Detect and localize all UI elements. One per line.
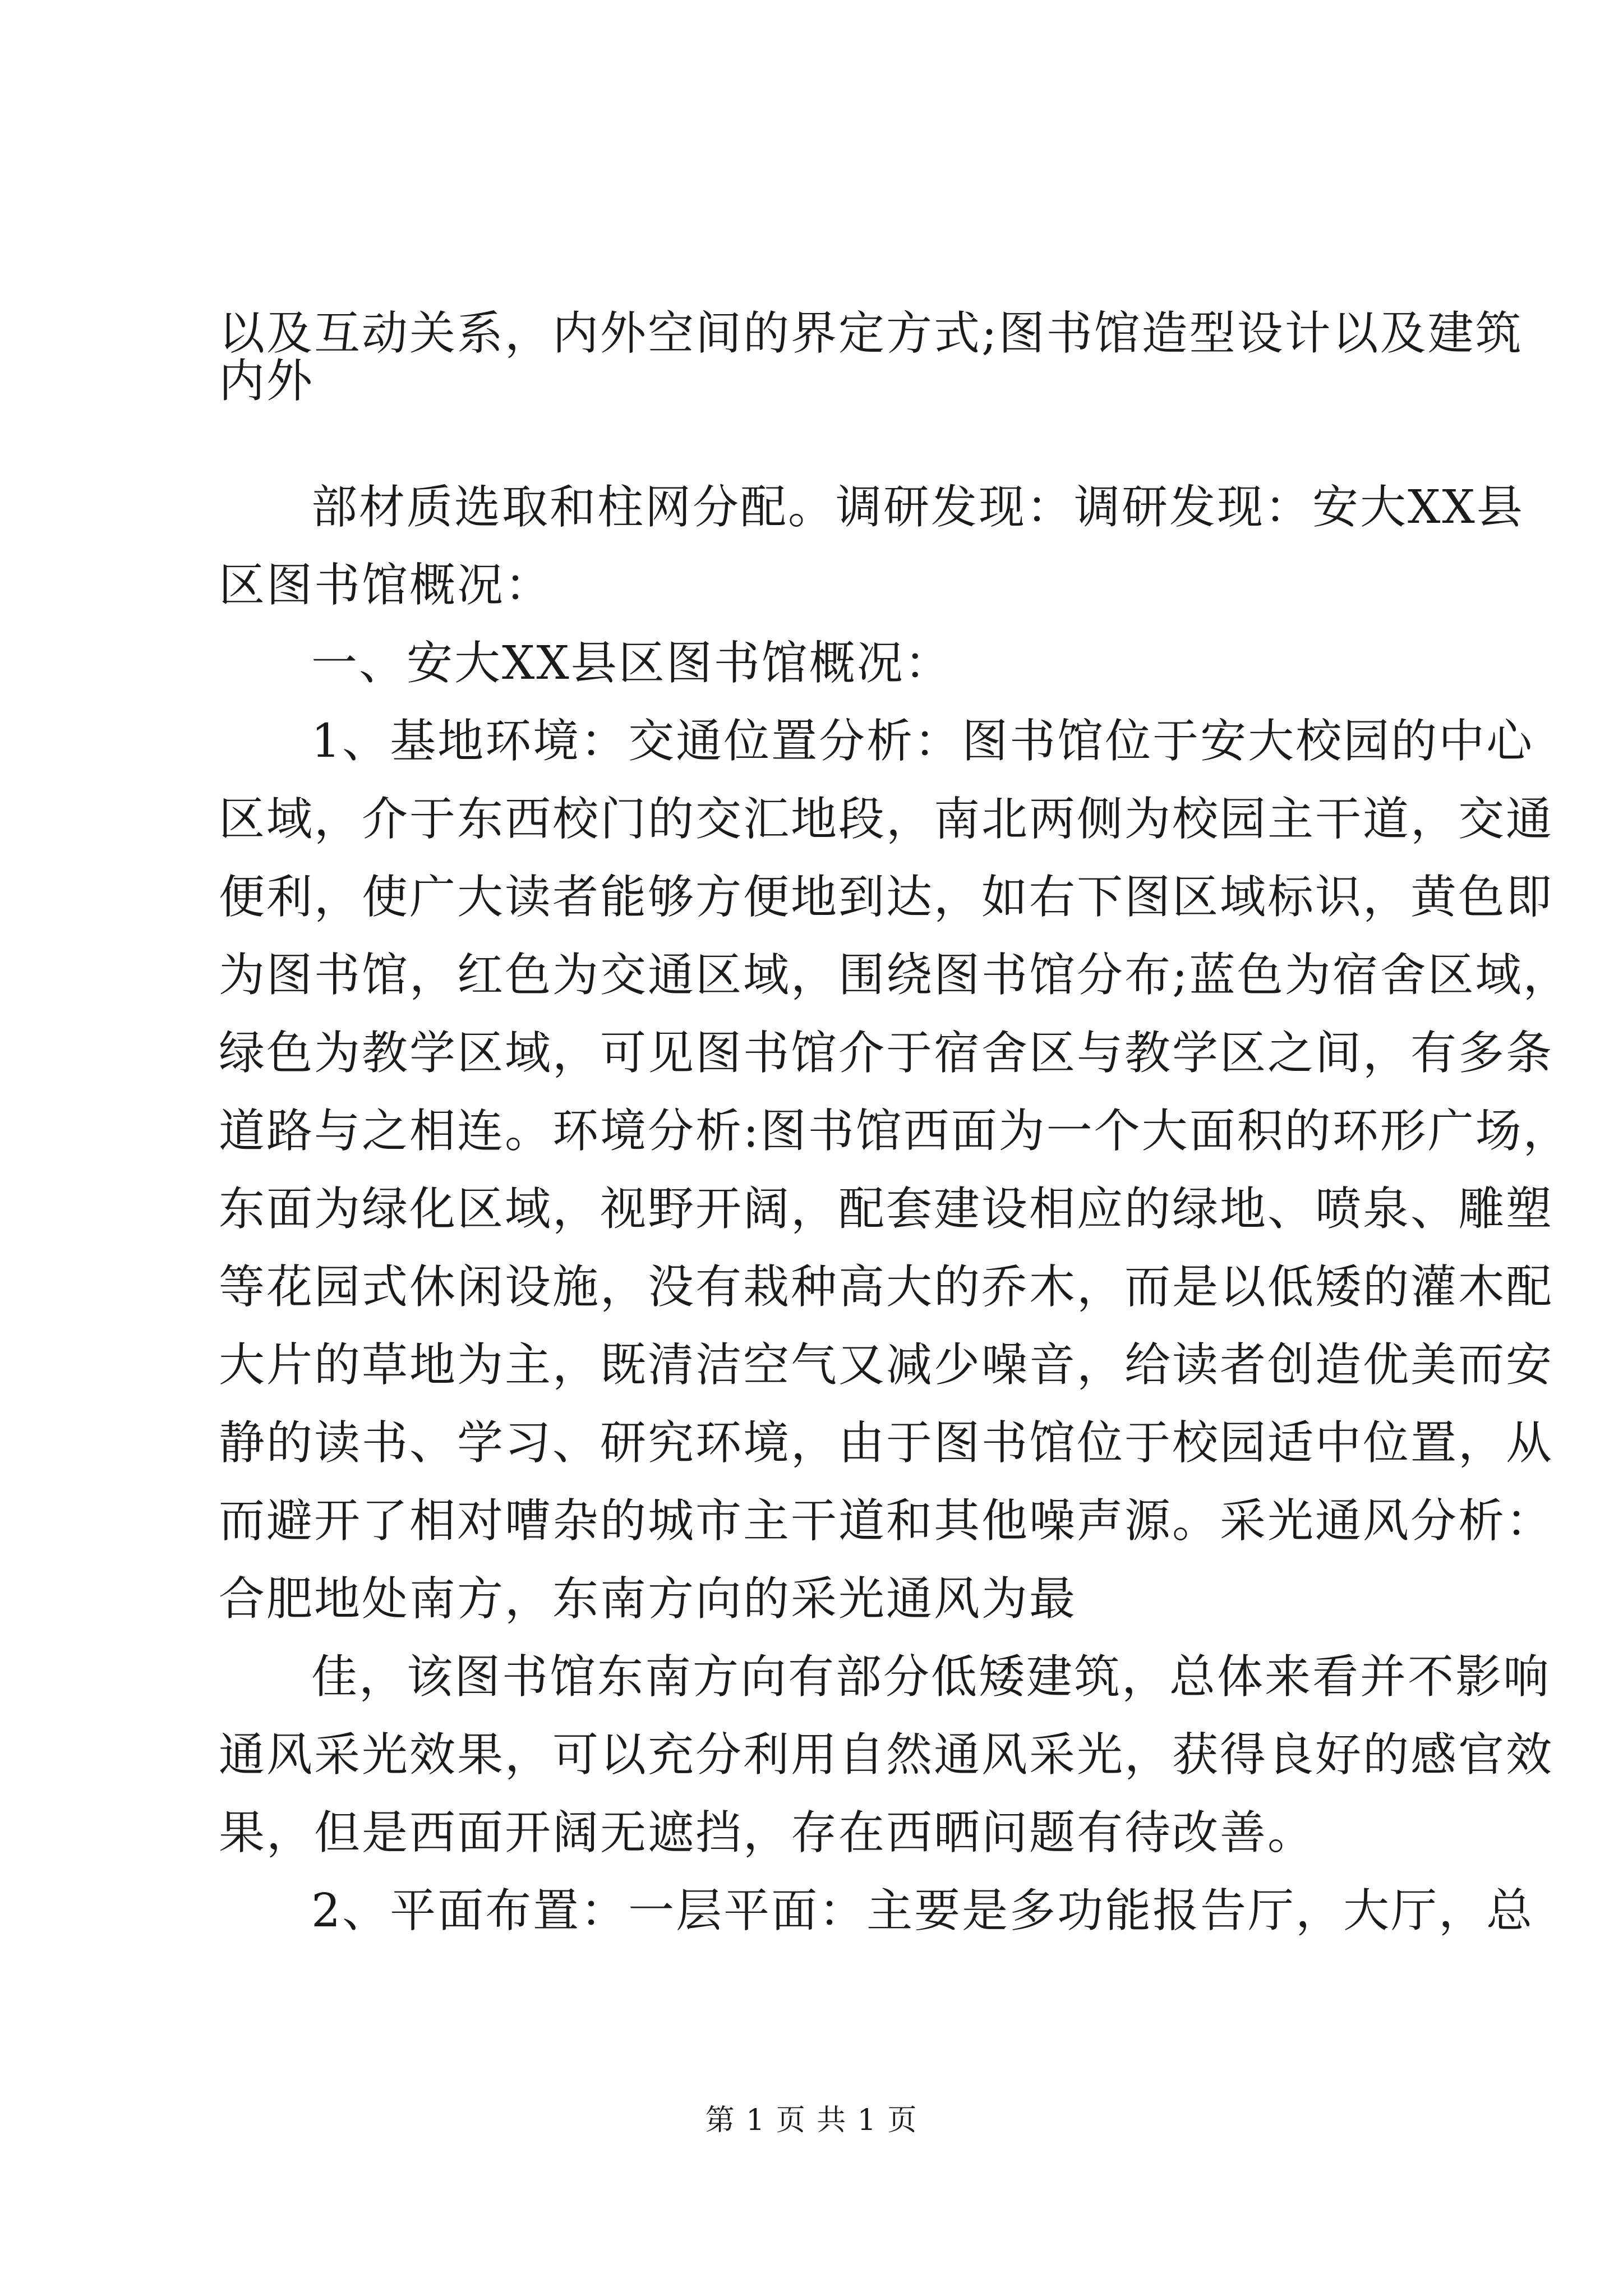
section-heading: 一、安大XX县区图书馆概况： — [311, 637, 952, 690]
page-number-footer: 第 1 页 共 1 页 — [705, 2104, 918, 2137]
body-text-line: 静的读书、学习、研究环境，由于图书馆位于校园适中位置，从 — [219, 1416, 1554, 1470]
body-text-line: 道路与之相连。环境分析:图书馆西面为一个大面积的环形广场， — [219, 1105, 1571, 1158]
body-text-line: 大片的草地为主，既清洁空气又减少噪音，给读者创造优美而安 — [219, 1338, 1554, 1392]
body-text-line: 绿色为教学区域，可见图书馆介于宿舍区与教学区之间，有多条 — [219, 1027, 1554, 1080]
paragraph-start-line: 2、平面布置：一层平面：主要是多功能报告厅，大厅，总 — [311, 1884, 1534, 1938]
body-text-line: 为图书馆，红色为交通区域，围绕图书馆分布;蓝色为宿舍区域， — [219, 949, 1571, 1002]
body-text-line: 东面为绿化区域，视野开阔，配套建设相应的绿地、喷泉、雕塑 — [219, 1182, 1554, 1236]
body-text-line: 区域，介于东西校门的交汇地段，南北两侧为校园主干道，交通 — [219, 793, 1554, 846]
body-text-line: 以及互动关系，内外空间的界定方式;图书馆造型设计以及建筑 — [219, 307, 1523, 360]
body-text-line: 区图书馆概况： — [219, 559, 553, 612]
paragraph-start-line: 1、基地环境：交通位置分析：图书馆位于安大校园的中心 — [311, 715, 1534, 768]
body-text-line: 而避开了相对嘈杂的城市主干道和其他噪声源。采光通风分析： — [219, 1494, 1554, 1548]
body-text-line: 便利，使广大读者能够方便地到达，如右下图区域标识，黄色即 — [219, 871, 1554, 924]
paragraph-start-line: 佳，该图书馆东南方向有部分低矮建筑，总体来看并不影响 — [311, 1650, 1551, 1704]
body-text-line: 果，但是西面开阔无遮挡，存在西晒问题有待改善。 — [219, 1806, 1316, 1860]
body-text-line: 内外 — [219, 355, 315, 408]
paragraph-start-line: 部材质选取和柱网分配。调研发现：调研发现：安大XX县 — [311, 481, 1524, 534]
body-text-line: 合肥地处南方，东南方向的采光通风为最 — [219, 1572, 1077, 1626]
body-text-line: 通风采光效果，可以充分利用自然通风采光，获得良好的感官效 — [219, 1728, 1554, 1782]
body-text-line: 等花园式休闲设施，没有栽种高大的乔木，而是以低矮的灌木配 — [219, 1260, 1554, 1314]
